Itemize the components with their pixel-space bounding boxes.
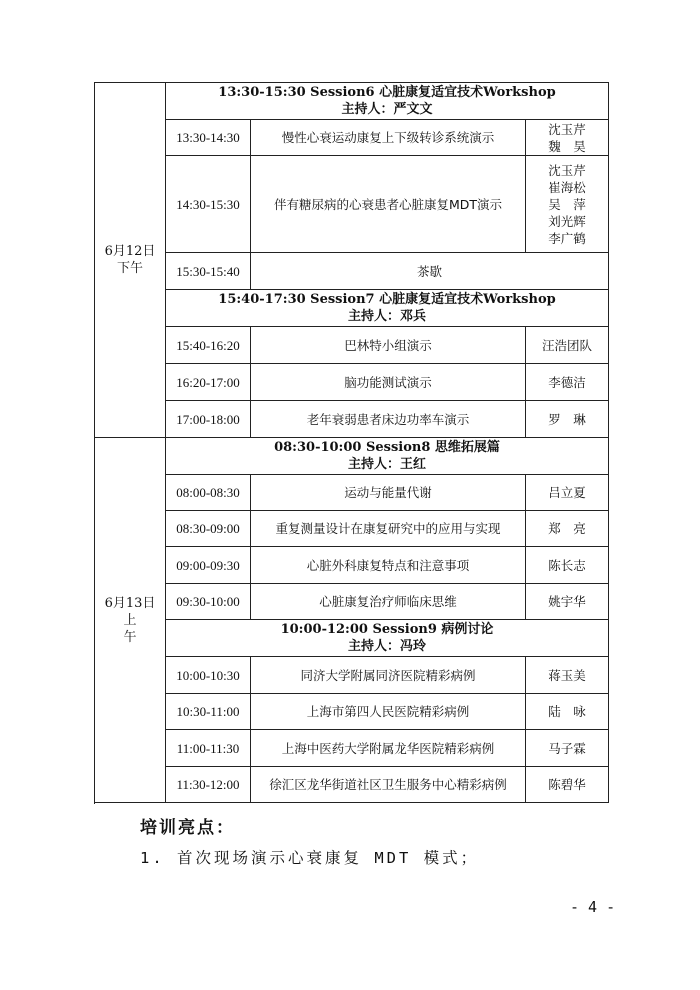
session-host: 主持人：王红 — [348, 457, 427, 472]
topic-cell: 徐汇区龙华街道社区卫生服务中心精彩病例 — [251, 767, 526, 803]
session-header — [166, 290, 609, 327]
time-cell: 16:20-17:00 — [166, 364, 251, 401]
table-row — [95, 327, 609, 364]
topic-cell: 慢性心衰运动康复上下级转诊系统演示 — [251, 120, 526, 156]
highlight-item: 1. 首次现场演示心衰康复 MDT 模式； — [140, 849, 480, 867]
session-host: 主持人：冯玲 — [348, 639, 427, 654]
date-cell — [95, 83, 166, 438]
session-header-row — [95, 83, 609, 120]
date-line: 午 — [123, 629, 137, 645]
table-row — [95, 657, 609, 694]
table-row — [95, 694, 609, 730]
topic-cell: 脑功能测试演示 — [251, 364, 526, 401]
table-row — [95, 511, 609, 547]
topic-cell: 运动与能量代谢 — [251, 475, 526, 511]
table-row — [95, 767, 609, 803]
date-line: 下午 — [116, 261, 143, 276]
time-cell: 09:30-10:00 — [166, 584, 251, 620]
time-cell: 11:30-12:00 — [166, 767, 251, 803]
speaker-cell: 蒋玉美 — [526, 657, 609, 694]
speaker-cell — [526, 120, 609, 156]
time-cell: 15:40-16:20 — [166, 327, 251, 364]
table-row — [95, 475, 609, 511]
speaker-cell: 姚宇华 — [526, 584, 609, 620]
speaker-name: 吴 萍 — [548, 196, 586, 212]
session-host: 主持人：严文文 — [341, 102, 433, 117]
speaker-cell — [526, 156, 609, 253]
time-cell: 15:30-15:40 — [166, 253, 251, 290]
speaker-name: 崔海松 — [548, 179, 586, 195]
speaker-cell: 陈长志 — [526, 547, 609, 584]
date-cell — [95, 438, 166, 803]
time-cell: 13:30-14:30 — [166, 120, 251, 156]
speaker-cell: 陆 咏 — [526, 694, 609, 730]
topic-cell: 伴有糖尿病的心衰患者心脏康复MDT演示 — [251, 156, 526, 253]
table-row — [95, 584, 609, 620]
session-header — [166, 83, 609, 120]
time-cell: 10:00-10:30 — [166, 657, 251, 694]
speaker-cell: 李德洁 — [526, 364, 609, 401]
session-header-row — [95, 620, 609, 657]
session-header — [166, 438, 609, 475]
table-row — [95, 120, 609, 156]
topic-cell: 同济大学附属同济医院精彩病例 — [251, 657, 526, 694]
speaker-cell: 马子霖 — [526, 730, 609, 767]
date-line: 6月12日 — [104, 244, 156, 259]
speaker-cell: 陈碧华 — [526, 767, 609, 803]
table-row — [95, 730, 609, 767]
time-cell: 17:00-18:00 — [166, 401, 251, 438]
speaker-cell: 郑 亮 — [526, 511, 609, 547]
speaker-cell: 罗 琳 — [526, 401, 609, 438]
break-cell: 茶歇 — [251, 253, 609, 290]
session-header — [166, 620, 609, 657]
speaker-name: 沈玉芹 — [548, 162, 586, 178]
session-title: 15:40-17:30 Session7 心脏康复适宜技术Workshop — [218, 292, 556, 307]
topic-cell: 巴林特小组演示 — [251, 327, 526, 364]
table-row — [95, 253, 609, 290]
date-line: 6月13日上 — [104, 595, 156, 628]
topic-cell: 上海中医药大学附属龙华医院精彩病例 — [251, 730, 526, 767]
topic-cell: 重复测量设计在康复研究中的应用与实现 — [251, 511, 526, 547]
topic-cell: 老年衰弱患者床边功率车演示 — [251, 401, 526, 438]
time-cell: 14:30-15:30 — [166, 156, 251, 253]
time-cell: 08:30-09:00 — [166, 511, 251, 547]
topic-cell: 上海市第四人民医院精彩病例 — [251, 694, 526, 730]
schedule-table — [94, 82, 609, 803]
speaker-name: 沈玉芹 — [548, 121, 586, 137]
speaker-name: 魏 昊 — [548, 138, 586, 154]
session-header-row — [95, 290, 609, 327]
time-cell: 08:00-08:30 — [166, 475, 251, 511]
session-host: 主持人：邓兵 — [348, 309, 427, 324]
session-title: 13:30-15:30 Session6 心脏康复适宜技术Workshop — [218, 85, 556, 100]
time-cell: 11:00-11:30 — [166, 730, 251, 767]
topic-cell: 心脏康复治疗师临床思维 — [251, 584, 526, 620]
session-title: 08:30-10:00 Session8 思维拓展篇 — [274, 440, 500, 455]
session-header-row — [95, 438, 609, 475]
topic-cell: 心脏外科康复特点和注意事项 — [251, 547, 526, 584]
speaker-cell: 吕立夏 — [526, 475, 609, 511]
speaker-name: 刘光辉 — [548, 213, 586, 229]
session-title: 10:00-12:00 Session9 病例讨论 — [280, 622, 494, 637]
table-row — [95, 156, 609, 253]
speaker-cell: 汪浩团队 — [526, 327, 609, 364]
time-cell: 09:00-09:30 — [166, 547, 251, 584]
page-number: - 4 - — [570, 898, 616, 916]
speaker-name: 李广鹤 — [548, 230, 586, 246]
table-row — [95, 364, 609, 401]
table-row — [95, 547, 609, 584]
table-row — [95, 401, 609, 438]
time-cell: 10:30-11:00 — [166, 694, 251, 730]
highlights-title: 培训亮点： — [140, 818, 235, 838]
